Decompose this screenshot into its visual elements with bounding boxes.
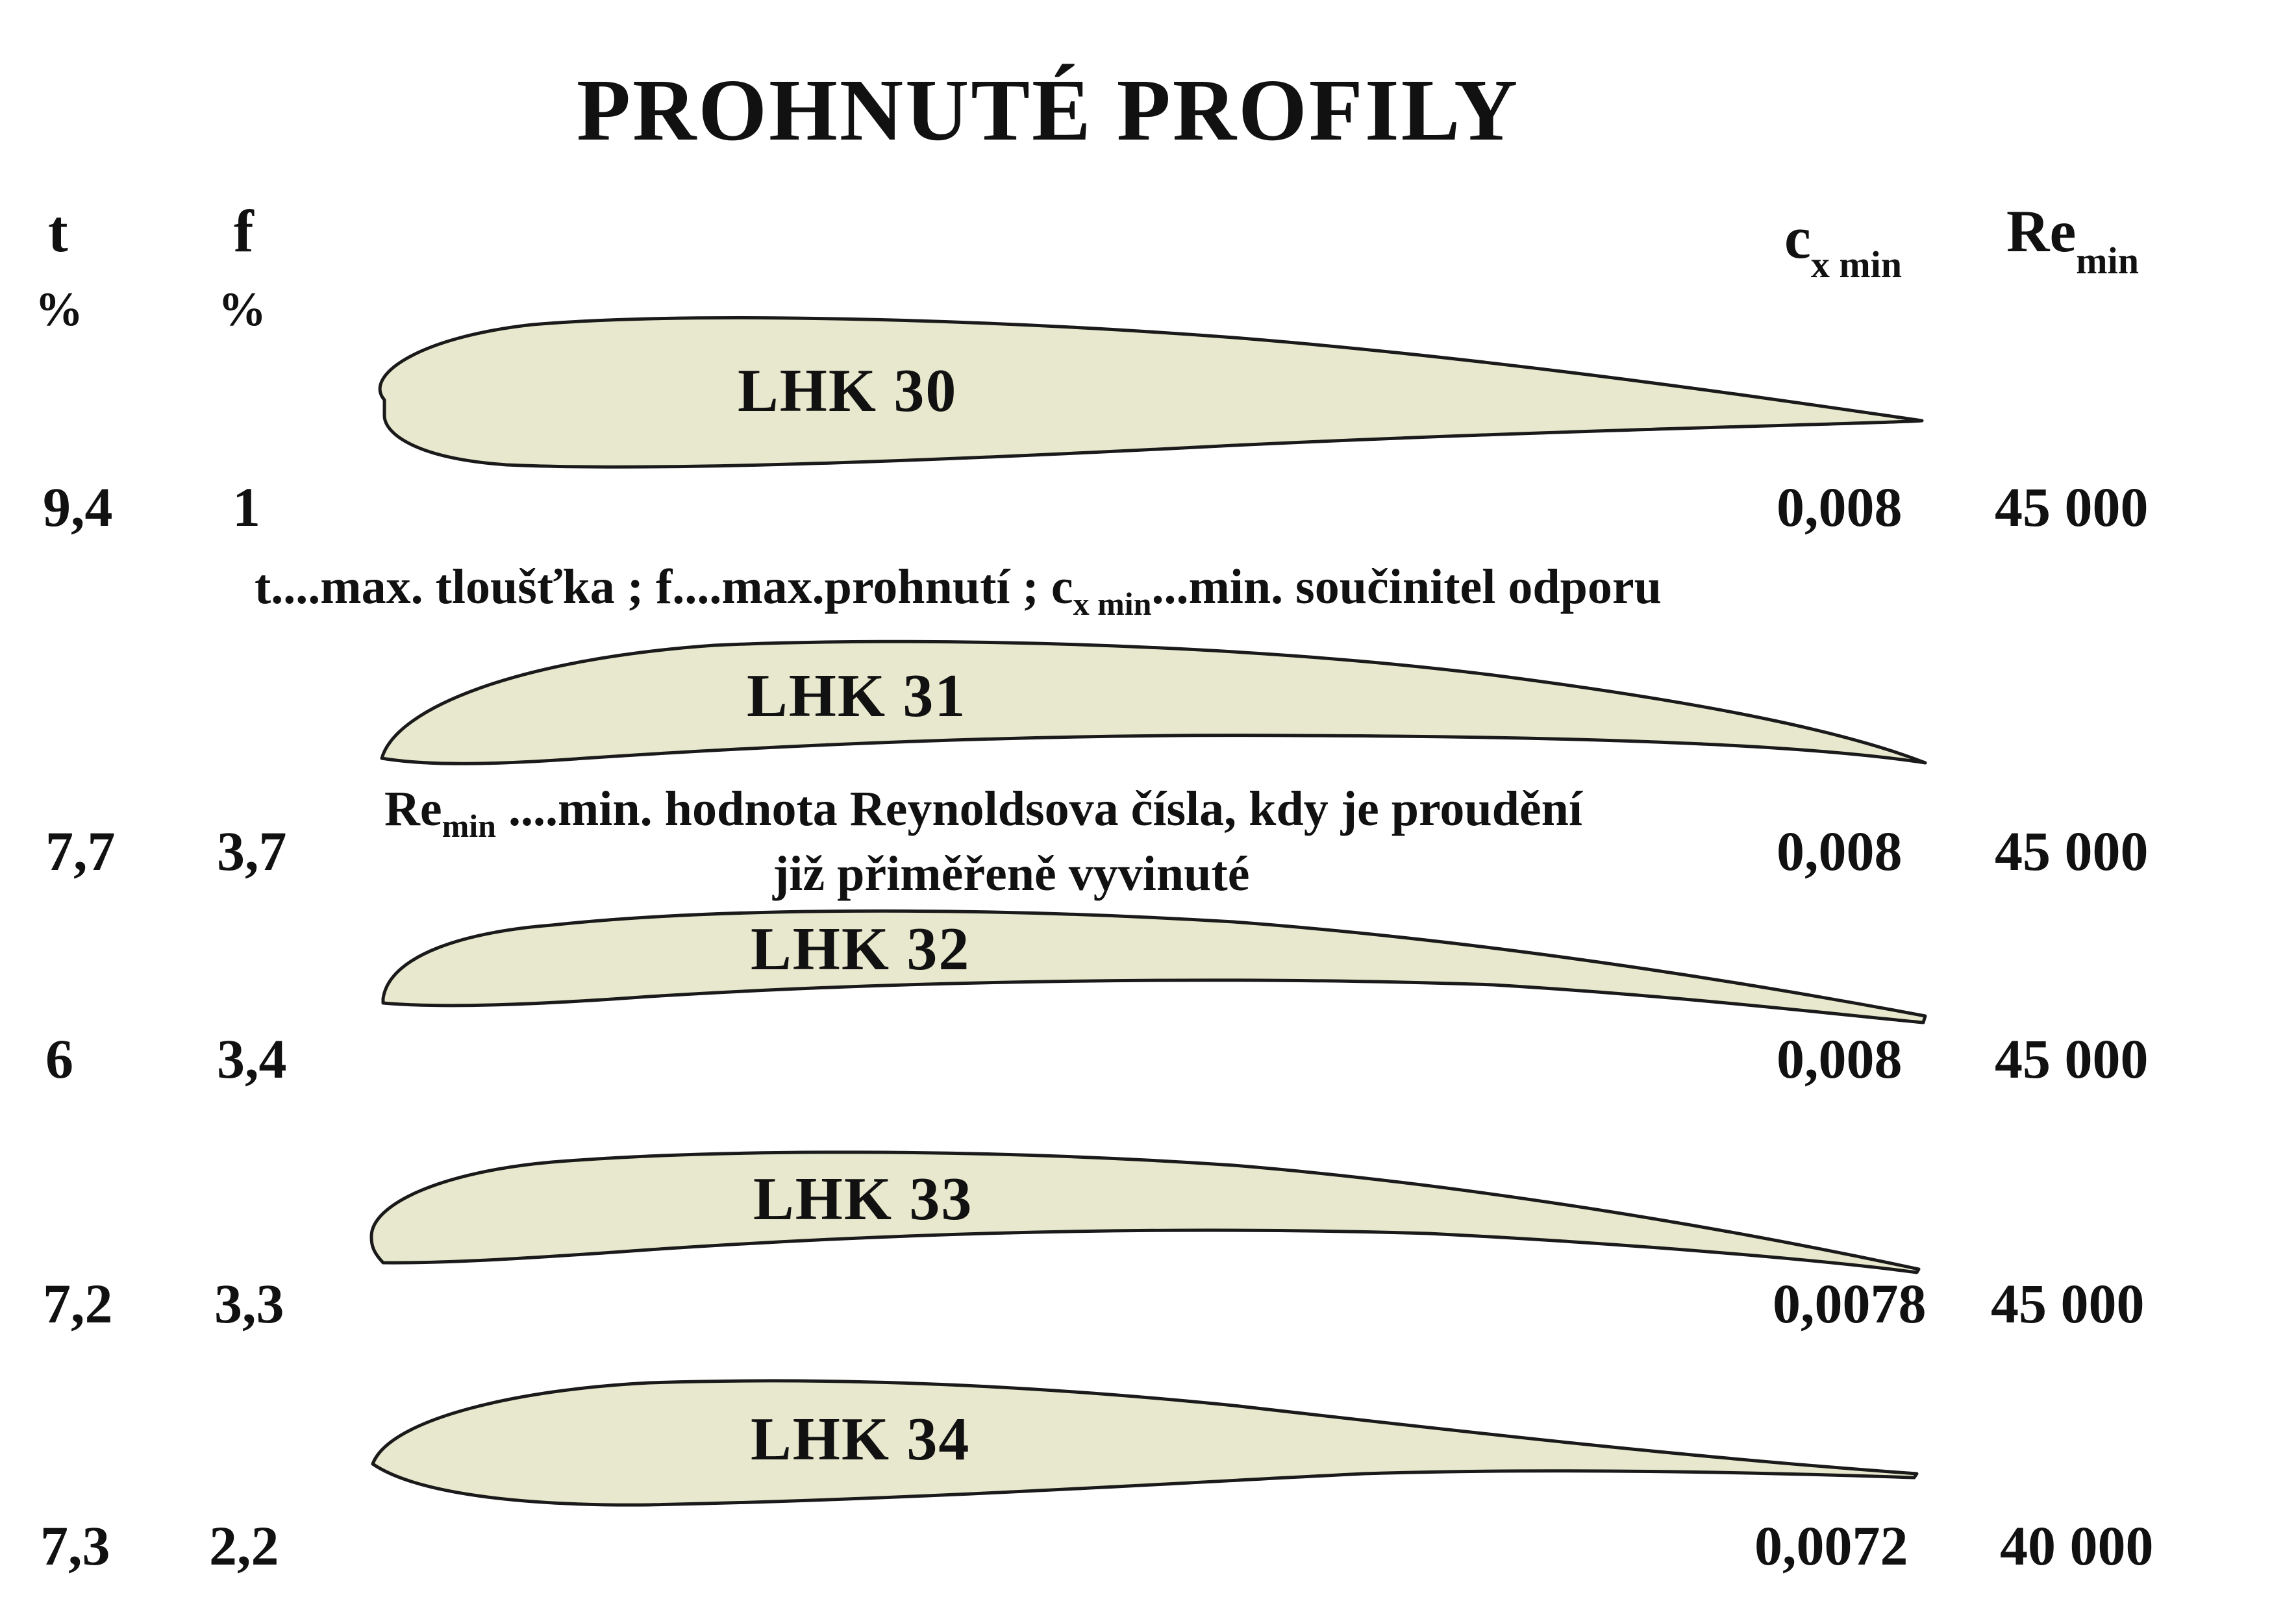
profile-label-lhk-33: LHK 33 (753, 1165, 973, 1233)
page-title: PROHNUTÉ PROFILY (577, 62, 1520, 159)
airfoil-lhk-30 (380, 318, 1922, 467)
unit-t: % (35, 283, 83, 336)
header-cx-main: c (1784, 204, 1811, 271)
row-re-min-value: 45 000 (1995, 820, 2149, 882)
row-t-value: 7,7 (45, 820, 116, 882)
legend-line-2 (384, 784, 1582, 842)
legend-line-1-text: t....max. tloušťka ; f....max.prohnutí ; c (255, 560, 1073, 614)
profile-label-lhk-31: LHK 31 (747, 662, 967, 730)
legend-line-1 (255, 562, 1662, 620)
row-re-min-value: 45 000 (1991, 1272, 2145, 1335)
airfoil-lhk-31 (382, 641, 1925, 763)
row-t-value: 6 (45, 1028, 73, 1090)
row-cx-min-value: 0,008 (1777, 1028, 1903, 1090)
airfoil-lhk-33 (371, 1152, 1919, 1272)
row-f-value: 1 (232, 476, 260, 538)
header-cx-sub: x min (1810, 243, 1903, 286)
row-cx-min-value: 0,008 (1777, 820, 1903, 882)
legend-line-2-text-end: ....min. hodnota Reynoldsova čísla, kdy je proudění (495, 782, 1583, 836)
row-re-min-value: 45 000 (1995, 1028, 2149, 1090)
row-f-value: 3,4 (217, 1028, 287, 1090)
row-re-min-value: 45 000 (1995, 476, 2149, 538)
row-f-value: 3,7 (217, 820, 287, 882)
row-f-value: 3,3 (214, 1272, 284, 1335)
legend-line-1-subscript: x min (1073, 586, 1152, 622)
header-cx-min (1784, 204, 1903, 286)
row-t-value: 7,2 (43, 1272, 113, 1335)
legend-line-3: již přiměřeně vyvinuté (773, 847, 1250, 901)
header-t: t (48, 198, 68, 264)
legend-line-1-text-end: ...min. součinitel odporu (1151, 560, 1662, 614)
legend-line-2-text: Re (384, 782, 442, 836)
legend-line-2-subscript: min (442, 808, 496, 844)
row-t-value: 7,3 (40, 1515, 110, 1577)
header-re-sub: min (2076, 240, 2139, 282)
profile-label-lhk-30: LHK 30 (738, 357, 958, 425)
row-cx-min-value: 0,0072 (1754, 1515, 1908, 1577)
airfoil-lhk-32 (383, 911, 1925, 1022)
header-f: f (234, 198, 254, 264)
airfoil-lhk-34 (373, 1381, 1917, 1505)
header-re-min (2006, 198, 2139, 282)
row-t-value: 9,4 (43, 476, 113, 538)
row-f-value: 2,2 (209, 1515, 279, 1577)
profile-label-lhk-32: LHK 32 (751, 915, 971, 983)
row-cx-min-value: 0,0078 (1773, 1272, 1927, 1335)
row-cx-min-value: 0,008 (1777, 476, 1903, 538)
profile-label-lhk-34: LHK 34 (751, 1406, 971, 1473)
unit-f: % (218, 283, 266, 336)
row-re-min-value: 40 000 (2000, 1515, 2154, 1577)
header-re-main: Re (2006, 198, 2077, 264)
